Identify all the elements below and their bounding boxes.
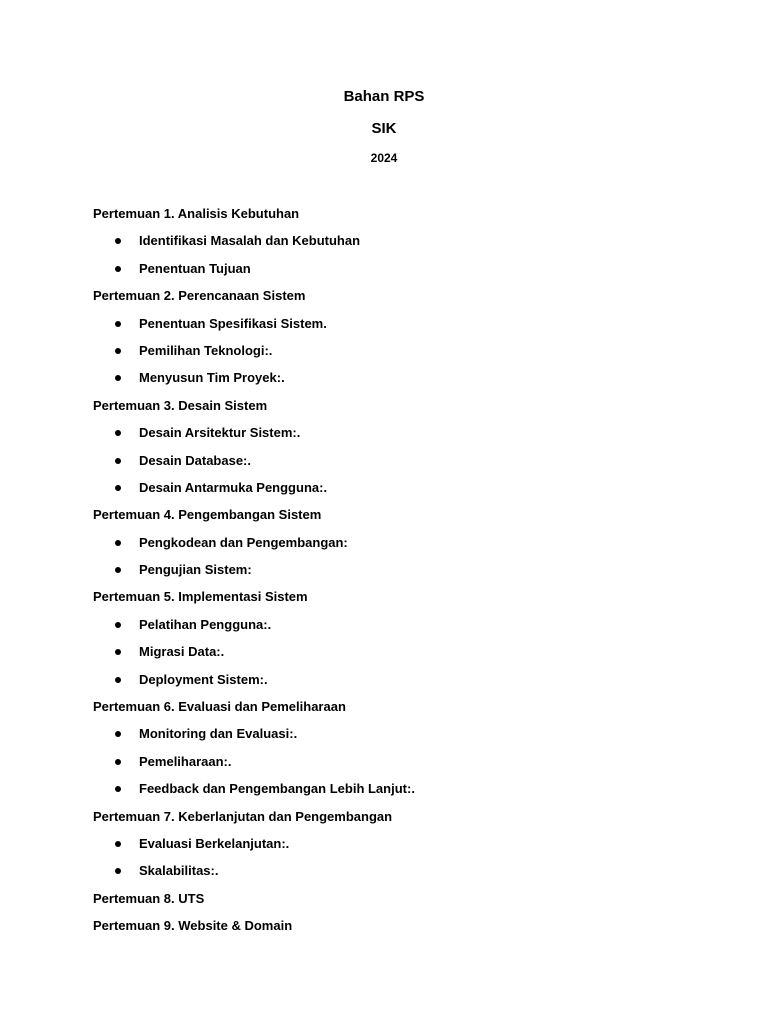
list-item — [93, 725, 693, 752]
list-item — [93, 479, 693, 506]
meeting-heading: Pertemuan 1. Analisis Kebutuhan — [93, 206, 300, 221]
meeting-topic-list — [93, 232, 693, 287]
bullet-icon — [115, 649, 121, 655]
bullet-icon — [115, 266, 121, 272]
document-title: Bahan RPS — [343, 88, 425, 105]
meeting-2 — [93, 287, 693, 397]
list-item — [93, 671, 693, 698]
list-item-text: Pemeliharaan:. — [139, 753, 232, 769]
bullet-icon — [115, 348, 121, 354]
meeting-topic-list — [93, 424, 693, 506]
meeting-topic-list — [93, 835, 693, 890]
list-item — [93, 232, 693, 259]
list-item-text: Pelatihan Pengguna:. — [139, 616, 272, 632]
list-item — [93, 424, 693, 451]
list-item-text: Pengkodean dan Pengembangan: — [139, 534, 348, 550]
list-item-text: Feedback dan Pengembangan Lebih Lanjut:. — [139, 781, 415, 797]
bullet-icon — [115, 485, 121, 491]
list-item-text: Menyusun Tim Proyek:. — [139, 370, 285, 386]
meeting-heading: Pertemuan 9. Website & Domain — [93, 918, 293, 934]
list-item-text: Identifikasi Masalah dan Kebutuhan — [139, 233, 361, 249]
list-item-text: Evaluasi Berkelanjutan:. — [139, 835, 290, 851]
list-item-text: Pengujian Sistem: — [139, 562, 252, 578]
meeting-9 — [93, 917, 693, 944]
meeting-5 — [93, 588, 693, 698]
bullet-icon — [115, 868, 121, 874]
list-item — [93, 452, 693, 479]
bullet-icon — [115, 430, 121, 436]
bullet-icon — [115, 375, 121, 381]
meeting-6 — [93, 698, 693, 808]
bullet-icon — [115, 567, 121, 573]
list-item — [93, 835, 693, 862]
bullet-icon — [115, 731, 121, 737]
bullet-icon — [115, 677, 121, 683]
meeting-topic-list — [93, 725, 693, 807]
list-item-text: Desain Database:. — [139, 452, 251, 468]
bullet-icon — [115, 622, 121, 628]
list-item-text: Penentuan Spesifikasi Sistem. — [139, 315, 327, 331]
meeting-1 — [93, 205, 693, 287]
meeting-8 — [93, 890, 693, 917]
meeting-heading: Pertemuan 8. UTS — [93, 890, 205, 906]
meeting-topic-list — [93, 534, 693, 589]
bullet-icon — [115, 238, 121, 244]
list-item — [93, 260, 693, 287]
list-item-text: Skalabilitas:. — [139, 863, 219, 879]
list-item-text: Penentuan Tujuan — [139, 260, 251, 276]
meeting-topic-list — [93, 616, 693, 698]
list-item — [93, 862, 693, 889]
list-item-text: Monitoring dan Evaluasi:. — [139, 726, 298, 742]
meeting-heading: Pertemuan 3. Desain Sistem — [93, 397, 268, 413]
bullet-icon — [115, 759, 121, 765]
meeting-topic-list — [93, 315, 693, 397]
meeting-3 — [93, 397, 693, 507]
bullet-icon — [115, 786, 121, 792]
list-item-text: Deployment Sistem:. — [139, 671, 268, 687]
document-year: 2024 — [370, 151, 398, 165]
list-item-text: Desain Arsitektur Sistem:. — [139, 425, 301, 441]
meeting-heading: Pertemuan 2. Perencanaan Sistem — [93, 288, 306, 304]
list-item — [93, 643, 693, 670]
list-item — [93, 534, 693, 561]
meeting-heading: Pertemuan 7. Keberlanjutan dan Pengembangan — [93, 808, 393, 824]
bullet-icon — [115, 540, 121, 546]
list-item — [93, 315, 693, 342]
meeting-heading: Pertemuan 4. Pengembangan Sistem — [93, 507, 322, 523]
meeting-heading: Pertemuan 5. Implementasi Sistem — [93, 589, 308, 605]
list-item-text: Desain Antarmuka Pengguna:. — [139, 479, 328, 495]
bullet-icon — [115, 841, 121, 847]
meeting-outline — [93, 205, 693, 945]
list-item — [93, 561, 693, 588]
list-item-text: Migrasi Data:. — [139, 644, 225, 660]
meeting-7 — [93, 808, 693, 890]
bullet-icon — [115, 321, 121, 327]
document-subtitle: SIK — [371, 120, 397, 137]
bullet-icon — [115, 458, 121, 464]
meeting-heading: Pertemuan 6. Evaluasi dan Pemeliharaan — [93, 699, 346, 715]
list-item — [93, 616, 693, 643]
meeting-4 — [93, 506, 693, 588]
list-item-text: Pemilihan Teknologi:. — [139, 342, 273, 358]
list-item — [93, 342, 693, 369]
list-item — [93, 780, 693, 807]
list-item — [93, 753, 693, 780]
list-item — [93, 369, 693, 396]
